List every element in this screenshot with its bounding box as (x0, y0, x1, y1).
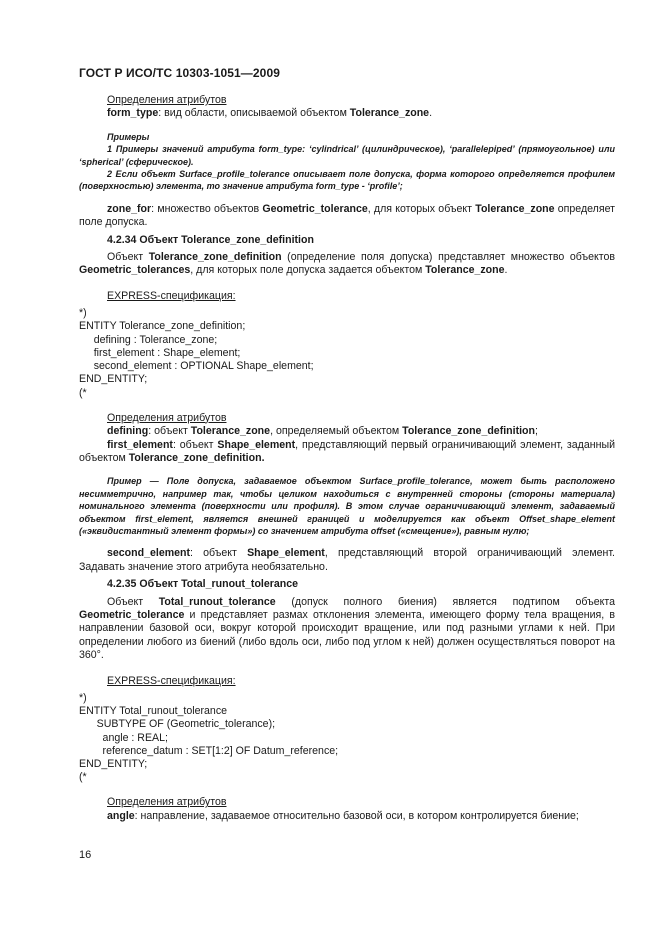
text-run: Geometric_tolerance (262, 202, 368, 215)
text-run: (допуск полного биения) является подтипом объекта (275, 595, 615, 608)
text-run: Tolerance_zone_definition. (128, 451, 265, 464)
text-run: angle (107, 809, 135, 822)
text-run: Shape_element (247, 547, 325, 560)
attr-first-element (79, 439, 615, 466)
text-run: Tolerance_zone (425, 264, 505, 277)
text-run: *) ENTITY Total_runout_tolerance SUBTYPE OF (Geometric_tolerance); angle : REAL; reference_datum : SET[1:2] OF Datum_reference; END_ENTITY; (* (79, 692, 339, 784)
text-run: *) ENTITY Tolerance_zone_definition; defining : Tolerance_zone; first_element : Shape_element; second_element : OPTIONAL Shape_element; END_ENTITY; (* (79, 307, 314, 399)
text-run: , для которых поле допуска задается объектом (190, 264, 426, 277)
text-run: и представляет размах отклонения элемента, имеющего форму тела вращения, в направлении базовой оси, вокруг которой происходит вращение, или под разными углами к ней. При определении любого из биений (либо вдоль оси, либо под углом к ней) должен осуществляться поворот на 360°. (79, 608, 615, 662)
document-header: ГОСТ Р ИСО/ТС 10303-1051—2009 (79, 66, 280, 80)
text-run: : вид области, описываемой объектом (158, 107, 350, 120)
text-run: form_type (107, 107, 159, 120)
text-run: 2 Если объект Surface_profile_tolerance описывает поле допуска, форма которого определяется профилем (поверхностью) элемента, то значение атрибута form_type - ‘profile’; (79, 169, 615, 192)
text-run: , для которых объект (367, 202, 476, 215)
text-run: Tolerance_zone (190, 425, 271, 438)
text-run: : объект (172, 438, 218, 451)
attr-form-type (79, 107, 615, 120)
text-run: . (429, 107, 433, 120)
text-run: Примеры (107, 131, 150, 142)
text-run: Tolerance_zone (349, 107, 430, 120)
page-content (79, 94, 615, 823)
text-run: Объект (107, 251, 149, 264)
text-run: 4.2.34 Объект Tolerance_zone_definition (107, 233, 314, 246)
text-run: Total_runout_tolerance (158, 595, 276, 608)
text-run: Shape_element (217, 438, 296, 451)
example-2 (79, 168, 615, 193)
attr-zone-for (79, 203, 615, 230)
express-code-total-runout-tolerance (79, 692, 615, 784)
text-run: : объект (190, 547, 248, 560)
text-run: Geometric_tolerances (79, 264, 191, 277)
text-run: : объект (148, 425, 191, 438)
attribute-definitions-heading (79, 412, 615, 425)
text-run: Tolerance_zone_definition (148, 251, 282, 264)
attribute-definitions-heading (79, 796, 615, 809)
text-run: , представляющий второй ограничивающий элемент. Задавать значение этого атрибута необязательно. (79, 547, 615, 573)
text-run: , представляющий первый ограничивающий элемент, заданный объектом (79, 438, 615, 464)
text-run: : множество объектов (151, 202, 263, 215)
text-run: (определение поля допуска) представляет множество объектов (281, 251, 615, 264)
express-spec-heading (79, 675, 615, 688)
text-run: : направление, задаваемое относительно базовой оси, в котором контролируется биение; (134, 809, 579, 822)
attribute-definitions-heading (79, 94, 615, 107)
text-run: EXPRESS-спецификация: (107, 674, 236, 687)
text-run: second_element (107, 547, 191, 560)
express-spec-heading (79, 290, 615, 303)
attr-second-element (79, 547, 615, 574)
section-4-2-34-heading (79, 234, 615, 247)
text-run: zone_for (107, 202, 152, 215)
text-run: Определения атрибутов (107, 796, 227, 809)
section-4-2-35-description (79, 596, 615, 663)
attr-defining (79, 425, 615, 438)
text-run: EXPRESS-спецификация: (107, 289, 236, 302)
example-note (79, 475, 615, 537)
text-run: Определения атрибутов (107, 94, 227, 106)
text-run: Определения атрибутов (107, 411, 227, 424)
text-run: 4.2.35 Объект Total_runout_tolerance (107, 578, 299, 591)
text-run: first_element (107, 438, 173, 451)
text-run: Tolerance_zone_definition (402, 425, 535, 438)
text-run: Geometric_tolerance (79, 608, 185, 621)
text-run: defining (107, 425, 149, 438)
text-run: , определяемый объектом (270, 425, 403, 438)
examples-heading (79, 131, 615, 143)
page-number: 16 (79, 849, 92, 861)
text-run: . (504, 264, 508, 277)
text-run: ; (535, 425, 538, 438)
text-run: Пример — Поле допуска, задаваемое объектом Surface_profile_tolerance, может быть расположено несимметрично, например так, чтобы целиком находиться с внутренней стороны (стороны материала) номинального элемента (поверхности или профиля). В этом случае ограничивающий элемент, задаваемый объектом first_element, является внешней границей и моделируется как объект Offset_shape_element («эквидистантный элемент формы») со значением атрибута offset («смещение»), равным нулю; (79, 476, 615, 536)
text-run: 1 Примеры значений атрибута form_type: ‘cylindrical’ (цилиндрическое), ‘parallelepiped’ (прямоугольное) или ‘spherical’ (сферическое). (79, 144, 615, 167)
section-4-2-34-description (79, 251, 615, 278)
example-1 (79, 143, 615, 168)
section-4-2-35-heading (79, 578, 615, 591)
text-run: Tolerance_zone (475, 202, 555, 215)
attr-angle (79, 810, 615, 823)
express-code-tolerance-zone-definition (79, 307, 615, 399)
text-run: Объект (107, 595, 159, 608)
text-run: определяет поле допуска. (79, 202, 615, 229)
